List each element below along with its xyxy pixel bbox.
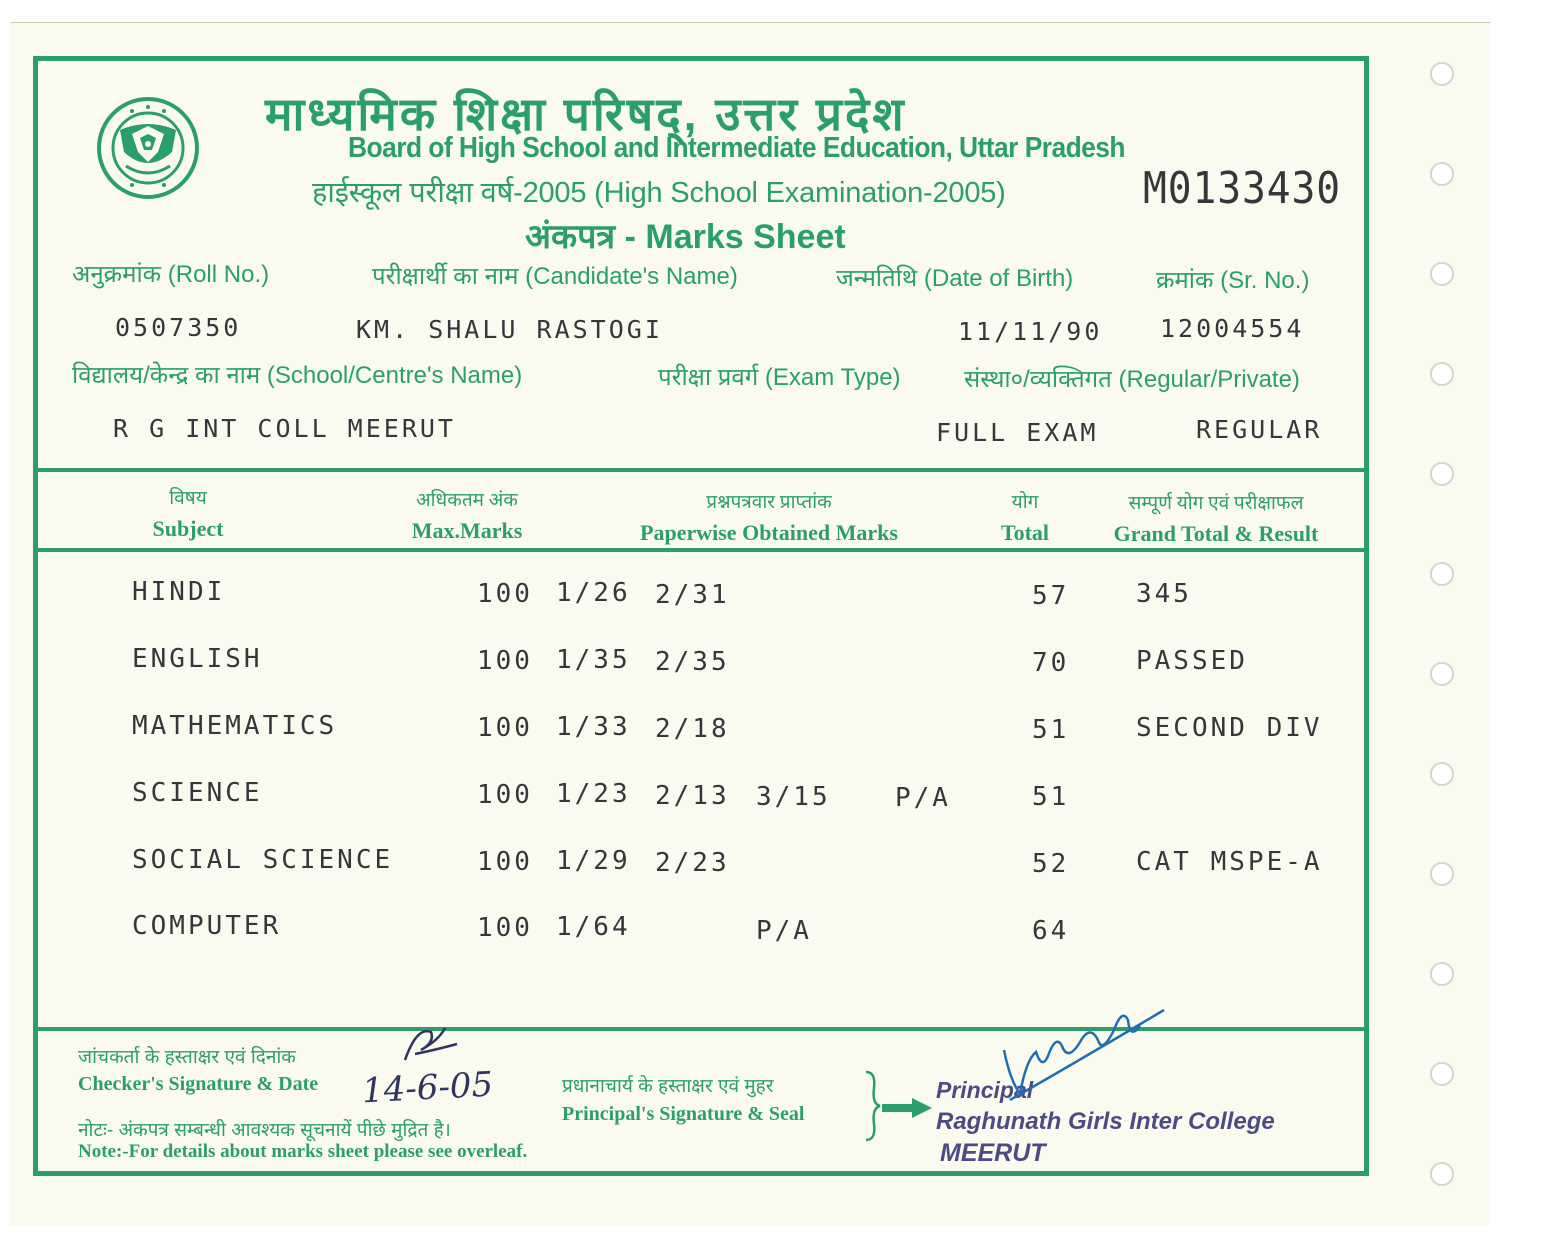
paper1-cell: 1/26 xyxy=(556,578,631,608)
subject-cell: SOCIAL SCIENCE xyxy=(132,845,394,875)
paper1-cell: 1/33 xyxy=(556,712,631,742)
exam-type-value: FULL EXAM xyxy=(936,418,1099,447)
paper1-cell: 1/35 xyxy=(556,645,631,675)
max-marks-cell: 100 xyxy=(477,646,533,676)
exam-type-label: परीक्षा प्रवर्ग (Exam Type) xyxy=(658,364,901,391)
checker-initials-signature xyxy=(395,1020,475,1072)
paper3-cell: 3/15 xyxy=(756,782,831,812)
stamp-college: Raghunath Girls Inter College xyxy=(936,1108,1275,1135)
sr-no-value: 12004554 xyxy=(1160,314,1305,343)
checker-signature-label: Checker's Signature & Date xyxy=(78,1073,319,1095)
paper2-cell: 2/23 xyxy=(655,848,730,878)
max-marks-cell: 100 xyxy=(477,780,533,810)
dob-value: 11/11/90 xyxy=(958,317,1103,346)
principal-signature-label-hindi: प्रधानाचार्य के हस्ताक्षर एवं मुहर xyxy=(562,1076,774,1097)
subject-cell: COMPUTER xyxy=(132,911,282,941)
result-cell: CAT MSPE-A xyxy=(1136,847,1323,877)
paper-edge xyxy=(10,22,1490,23)
paper2-cell: 2/18 xyxy=(655,714,730,744)
feed-hole xyxy=(1430,762,1454,786)
header-grand-total: सम्पूर्ण योग एवं परीक्षाफल Grand Total & Result xyxy=(1113,493,1319,546)
feed-hole xyxy=(1430,462,1454,486)
paper2-cell: 2/31 xyxy=(655,580,730,610)
total-cell: 57 xyxy=(1032,581,1070,611)
school-label: विद्यालय/केन्द्र का नाम (School/Centre's Name) xyxy=(72,362,523,389)
max-marks-cell: 100 xyxy=(477,913,533,943)
header-paperwise-marks: प्रश्नपत्रवार प्राप्तांक Paperwise Obtained Marks xyxy=(640,492,898,545)
feed-hole xyxy=(1430,362,1454,386)
feed-hole xyxy=(1430,1062,1454,1086)
practical-cell: P/A xyxy=(895,783,951,813)
feed-hole xyxy=(1430,1162,1454,1186)
total-cell: 70 xyxy=(1032,648,1070,678)
feed-hole xyxy=(1430,562,1454,586)
checker-signature-label-hindi: जांचकर्ता के हस्ताक्षर एवं दिनांक xyxy=(78,1047,296,1068)
divider-header xyxy=(33,468,1369,472)
total-cell: 51 xyxy=(1032,782,1070,812)
regular-private-value: REGULAR xyxy=(1196,415,1323,444)
feed-hole xyxy=(1430,162,1454,186)
paper2-cell: 2/13 xyxy=(655,781,730,811)
school-value: R G INT COLL MEERUT xyxy=(113,414,456,443)
max-marks-cell: 100 xyxy=(477,713,533,743)
subject-cell: HINDI xyxy=(132,577,226,607)
result-cell: SECOND DIV xyxy=(1136,713,1323,743)
max-marks-cell: 100 xyxy=(477,847,533,877)
candidate-name-label: परीक्षार्थी का नाम (Candidate's Name) xyxy=(372,263,738,290)
feed-hole xyxy=(1430,262,1454,286)
total-cell: 64 xyxy=(1032,916,1070,946)
brace-icon xyxy=(862,1070,882,1142)
feed-hole xyxy=(1430,62,1454,86)
roll-no-label: अनुक्रमांक (Roll No.) xyxy=(72,261,270,288)
stamp-title: Principal xyxy=(936,1077,1034,1103)
board-title-hindi: माध्यमिक शिक्षा परिषद्, उत्तर प्रदेश xyxy=(265,88,907,140)
paper2-cell: 2/35 xyxy=(655,647,730,677)
exam-year-line: हाईस्कूल परीक्षा वर्ष-2005 (High School Examination-2005) xyxy=(312,177,1006,209)
total-cell: 52 xyxy=(1032,849,1070,879)
checker-date: 14-6-05 xyxy=(361,1064,495,1112)
result-cell: PASSED xyxy=(1136,646,1248,676)
subject-cell: MATHEMATICS xyxy=(132,711,338,741)
dob-label: जन्मतिथि (Date of Birth) xyxy=(836,265,1074,292)
arrow-right-icon xyxy=(880,1096,934,1120)
result-cell: 345 xyxy=(1136,579,1192,609)
subject-cell: SCIENCE xyxy=(132,778,263,808)
roll-no-value: 0507350 xyxy=(115,313,242,342)
sr-no-label: क्रमांक (Sr. No.) xyxy=(1156,267,1310,294)
principal-signature-label: Principal's Signature & Seal xyxy=(562,1103,805,1125)
serial-number: M0133430 xyxy=(1143,163,1341,214)
feed-hole xyxy=(1430,962,1454,986)
stamp-city: MEERUT xyxy=(940,1139,1046,1167)
regular-private-label: संस्था०/व्यक्तिगत (Regular/Private) xyxy=(964,366,1300,393)
feed-hole xyxy=(1430,862,1454,886)
candidate-name-value: KM. SHALU RASTOGI xyxy=(356,315,663,344)
practical-cell: P/A xyxy=(756,916,812,946)
marks-sheet-title: अंकपत्र - Marks Sheet xyxy=(525,218,846,256)
total-cell: 51 xyxy=(1032,715,1070,745)
principal-signature xyxy=(990,990,1180,1120)
header-total: योग Total xyxy=(1000,492,1050,545)
note-english: Note:-For details about marks sheet please see overleaf. xyxy=(78,1141,528,1162)
board-title-english: Board of High School and Intermediate Education, Uttar Pradesh xyxy=(348,132,1126,164)
paper1-cell: 1/23 xyxy=(556,779,631,809)
subject-cell: ENGLISH xyxy=(132,644,263,674)
header-subject: विषय Subject xyxy=(152,488,224,541)
max-marks-cell: 100 xyxy=(477,579,533,609)
up-government-emblem-icon xyxy=(96,96,200,200)
note-hindi: नोटः- अंकपत्र सम्बन्धी आवश्यक सूचनायें पीछे मुद्रित है। xyxy=(78,1120,451,1141)
feed-hole xyxy=(1430,662,1454,686)
paper1-cell: 1/64 xyxy=(556,912,631,942)
paper1-cell: 1/29 xyxy=(556,846,631,876)
header-max-marks: अधिकतम अंक Max.Marks xyxy=(411,490,523,543)
